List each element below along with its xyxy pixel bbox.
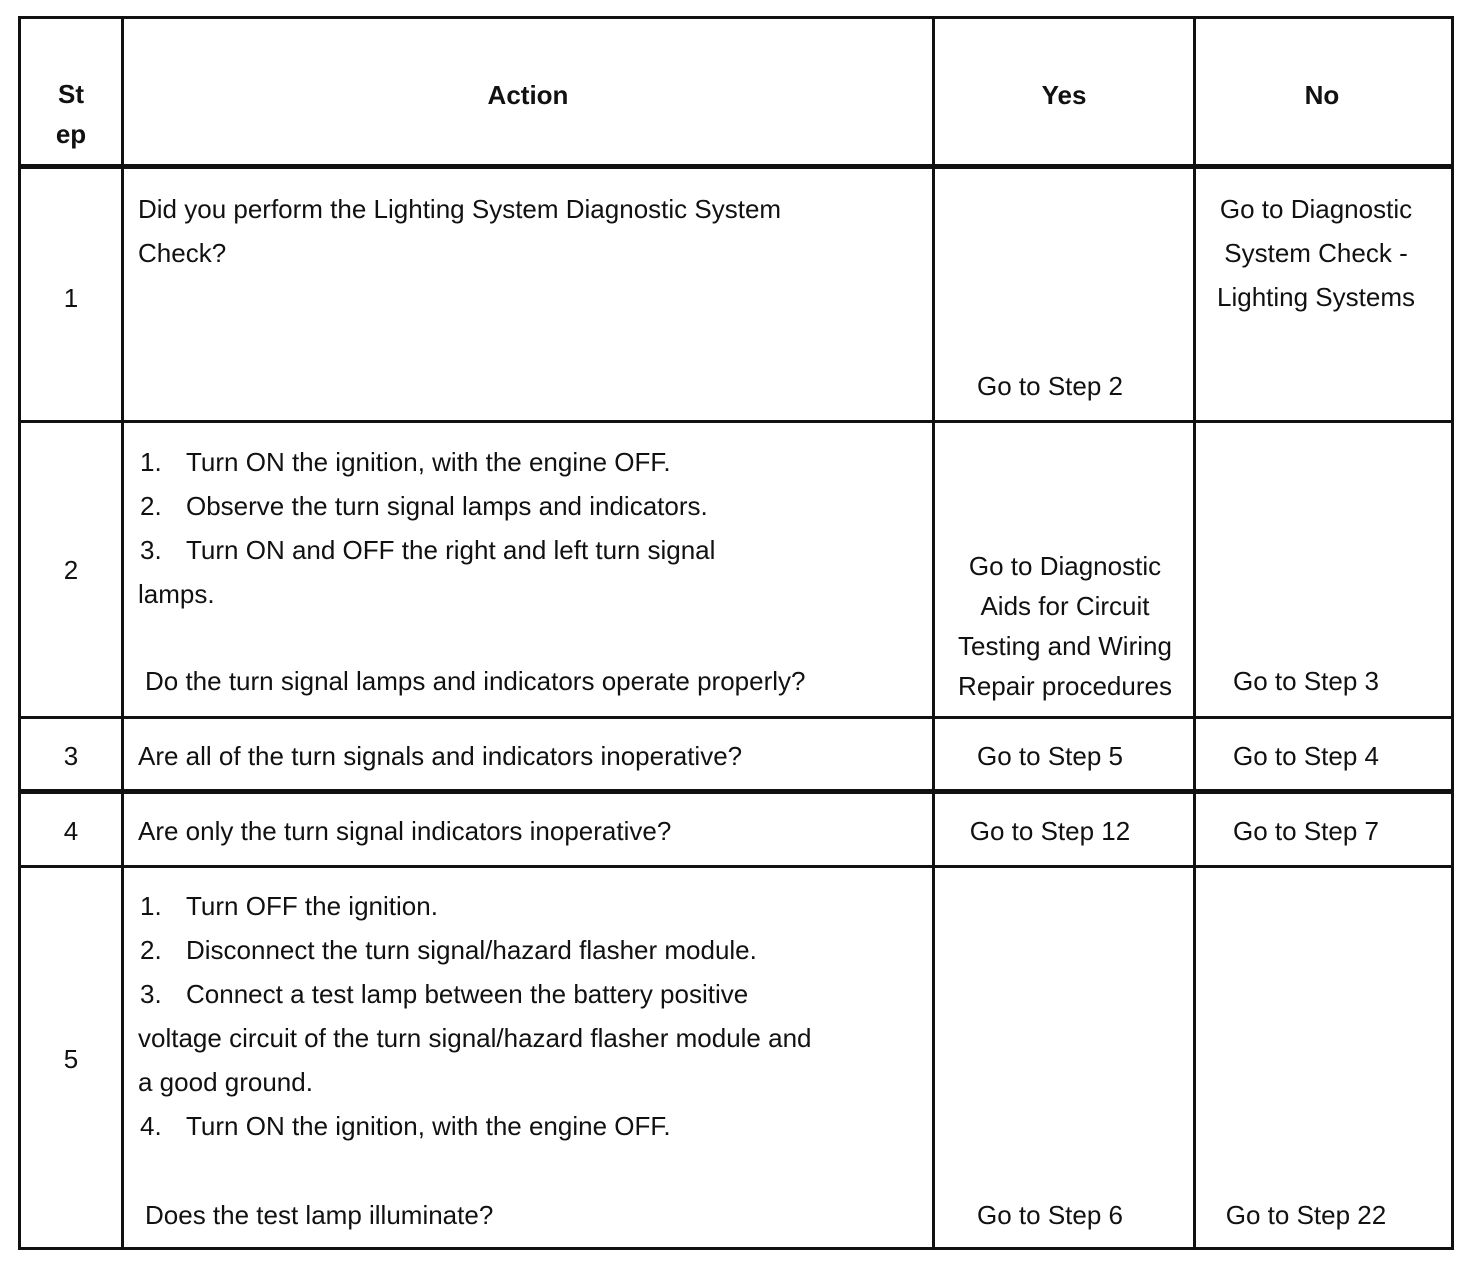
header-action: Action xyxy=(487,80,569,110)
table-row-action-list xyxy=(138,884,828,1148)
header-no: No xyxy=(1304,80,1340,110)
table-row-yes: Go to Diagnostic Aids for Circuit Testing and Wiring Repair procedures xyxy=(958,551,1172,701)
list-item: 3. Turn ON and OFF the right and left turn signal lamps. xyxy=(138,535,716,609)
diagnostic-table xyxy=(18,16,1454,1250)
table-row-step: 4 xyxy=(63,816,79,846)
list-item: 3. Connect a test lamp between the battery positive voltage circuit of the turn signal/hazard flasher module and a good ground. xyxy=(138,979,812,1097)
list-item: 2. Disconnect the turn signal/hazard flasher module. xyxy=(140,935,757,965)
list-item: 1. Turn ON the ignition, with the engine OFF. xyxy=(140,447,671,477)
table-row-no: Go to Diagnostic System Check - Lighting Systems xyxy=(1217,194,1415,312)
list-item: 4. Turn ON the ignition, with the engine OFF. xyxy=(140,1111,671,1141)
table-row-question: Does the test lamp illuminate? xyxy=(145,1200,494,1230)
list-item: 2. Observe the turn signal lamps and indicators. xyxy=(140,491,708,521)
table-row-no: Go to Step 4 xyxy=(1233,741,1379,771)
row-divider xyxy=(21,420,1451,423)
column-divider xyxy=(932,19,935,1247)
column-divider xyxy=(1193,19,1196,1247)
table-row-yes: Go to Step 2 xyxy=(977,371,1123,401)
table-row-yes: Go to Step 6 xyxy=(977,1200,1123,1230)
table-row-yes: Go to Step 12 xyxy=(969,816,1131,846)
table-row-no: Go to Step 22 xyxy=(1225,1200,1387,1230)
header-step: St ep xyxy=(55,79,87,149)
table-row-yes: Go to Step 5 xyxy=(977,741,1123,771)
row-divider xyxy=(21,865,1451,868)
list-item: 1. Turn OFF the ignition. xyxy=(140,891,438,921)
row-divider xyxy=(21,716,1451,719)
column-divider xyxy=(121,19,124,1247)
table-row-no: Go to Step 3 xyxy=(1233,666,1379,696)
row-divider xyxy=(21,164,1451,169)
table-row-step: 5 xyxy=(63,1044,79,1074)
table-row-action-list xyxy=(138,440,778,616)
header-yes: Yes xyxy=(1041,80,1087,110)
table-row-action: Did you perform the Lighting System Diagnostic System Check? xyxy=(138,194,782,268)
table-row-no: Go to Step 7 xyxy=(1233,816,1379,846)
table-row-step: 2 xyxy=(63,555,79,585)
table-row-question: Do the turn signal lamps and indicators operate properly? xyxy=(145,666,806,696)
table-row-step: 3 xyxy=(63,741,79,771)
table-row-action: Are only the turn signal indicators inoperative? xyxy=(138,816,672,846)
table-row-action: Are all of the turn signals and indicators inoperative? xyxy=(138,741,743,771)
row-divider xyxy=(21,789,1451,794)
table-row-step: 1 xyxy=(63,283,79,313)
